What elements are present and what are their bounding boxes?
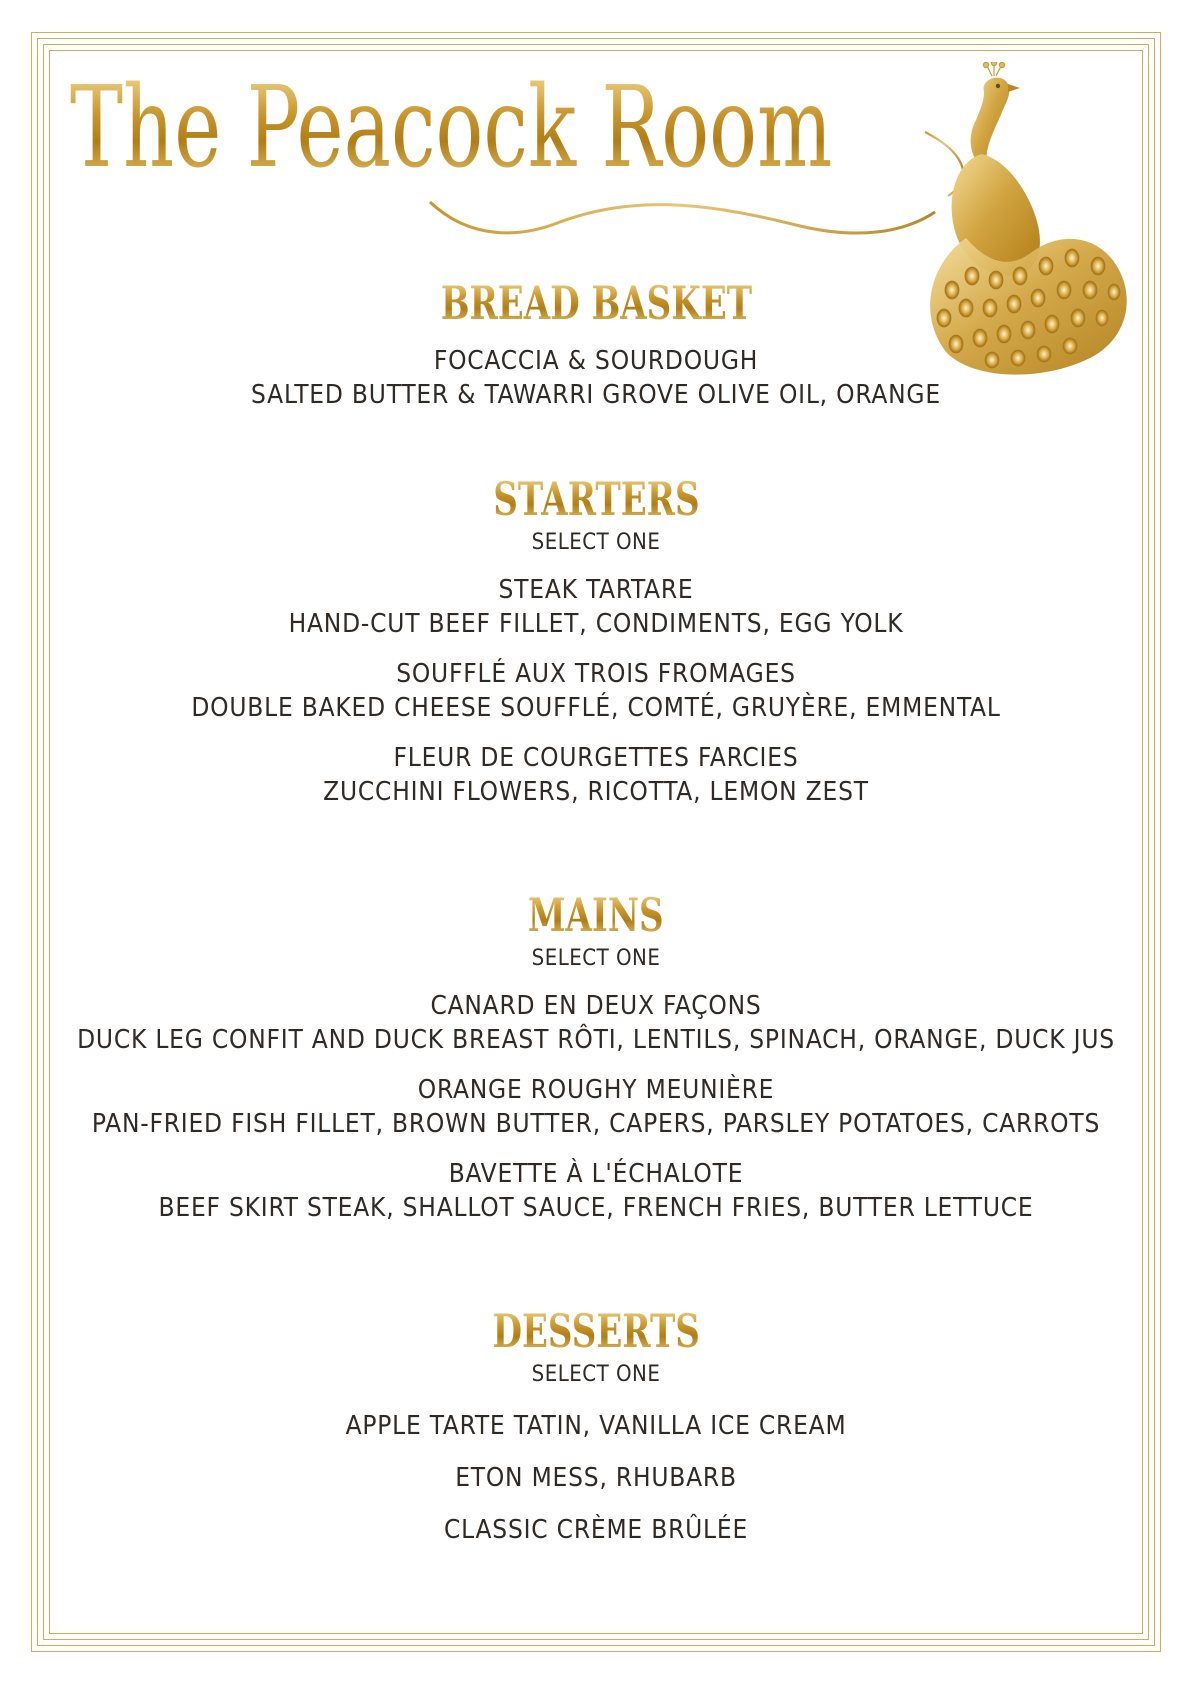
- dish-description: HAND-CUT BEEF FILLET, CONDIMENTS, EGG YOLK: [288, 609, 904, 639]
- mains-section: [0, 888, 1192, 1225]
- section-heading-bread-basket: BREAD BASKET: [440, 276, 752, 330]
- dish-name: STEAK TARTARE: [498, 575, 694, 605]
- dish-name: BAVETTE À L'ÉCHALOTE: [448, 1159, 744, 1189]
- dish-description: ZUCCHINI FLOWERS, RICOTTA, LEMON ZEST: [323, 777, 869, 807]
- dish-name: FOCACCIA & SOURDOUGH: [433, 346, 759, 376]
- dish-description: SALTED BUTTER & TAWARRI GROVE OLIVE OIL, ORANGE: [251, 380, 941, 410]
- dish-name: APPLE TARTE TATIN, VANILLA ICE CREAM: [345, 1411, 847, 1441]
- section-note: SELECT ONE: [531, 1362, 661, 1387]
- dish-name: CLASSIC CRÈME BRÛLÉE: [443, 1515, 749, 1545]
- dish-name: SOUFFLÉ AUX TROIS FROMAGES: [396, 659, 796, 689]
- dish-item: [0, 1513, 1192, 1547]
- section-heading-starters: STARTERS: [492, 472, 700, 526]
- dish-description: DOUBLE BAKED CHEESE SOUFFLÉ, COMTÉ, GRUYÈRE, EMMENTAL: [191, 693, 1001, 723]
- dish-item: [0, 989, 1192, 1057]
- bread-basket-section: [0, 276, 1192, 412]
- section-note: SELECT ONE: [531, 530, 661, 555]
- section-note: SELECT ONE: [531, 946, 661, 971]
- dish-item: [0, 741, 1192, 809]
- dish-name: FLEUR DE COURGETTES FARCIES: [393, 743, 799, 773]
- dish-item: [0, 657, 1192, 725]
- dish-item: [0, 1461, 1192, 1495]
- dish-description: DUCK LEG CONFIT AND DUCK BREAST RÔTI, LENTILS, SPINACH, ORANGE, DUCK JUS: [77, 1025, 1115, 1055]
- dish-name: ETON MESS, RHUBARB: [455, 1463, 737, 1493]
- dish-name: ORANGE ROUGHY MEUNIÈRE: [417, 1075, 775, 1105]
- dish-item: [0, 1073, 1192, 1141]
- dish-item: [0, 1409, 1192, 1443]
- section-heading-desserts: DESSERTS: [492, 1304, 700, 1358]
- dish-name: CANARD EN DEUX FAÇONS: [430, 991, 762, 1021]
- dish-item: [0, 573, 1192, 641]
- starters-section: [0, 472, 1192, 809]
- section-heading-mains: MAINS: [528, 888, 664, 942]
- dish-item: [0, 344, 1192, 412]
- desserts-section: [0, 1304, 1192, 1547]
- dish-description: PAN-FRIED FISH FILLET, BROWN BUTTER, CAPERS, PARSLEY POTATOES, CARROTS: [91, 1109, 1101, 1139]
- dish-item: [0, 1157, 1192, 1225]
- dish-description: BEEF SKIRT STEAK, SHALLOT SAUCE, FRENCH FRIES, BUTTER LETTUCE: [158, 1193, 1034, 1223]
- menu-title: The Peacock Room: [70, 63, 833, 193]
